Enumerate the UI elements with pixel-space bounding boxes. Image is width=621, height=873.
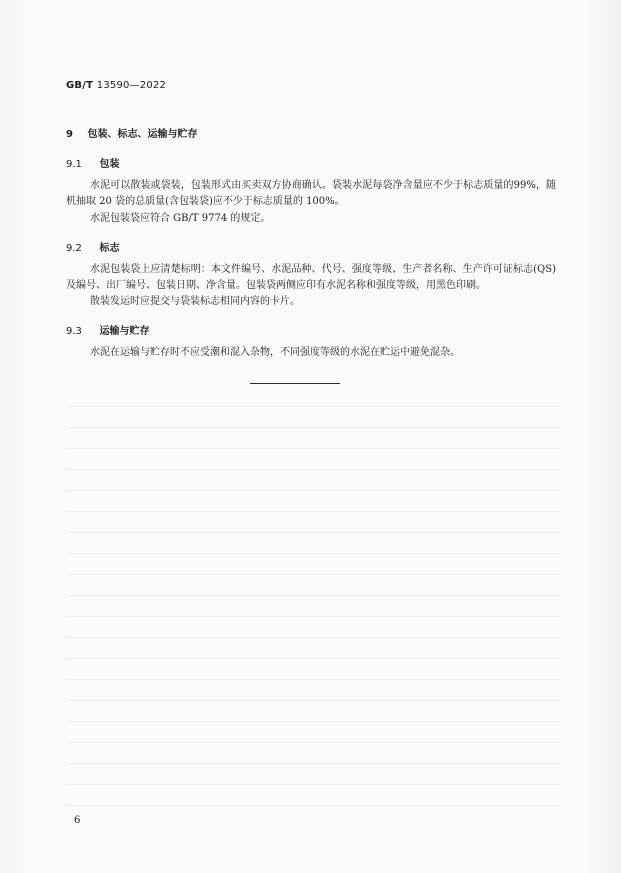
subsection-title: 标志 xyxy=(99,243,120,254)
paragraph-transport-storage: 水泥在运输与贮存时不应受潮和混入杂物，不同强度等级的水泥在贮运中避免混杂。 xyxy=(90,347,460,358)
standard-prefix: GB/T xyxy=(66,80,94,91)
subsection-heading-9-1 xyxy=(66,155,119,170)
paragraph-marking-content: 水泥包装袋上应清楚标明：本文件编号、水泥品种、代号、强度等级、生产者名称、生产许可证标志(QS)及编号、出厂编号、包装日期、净含量。包装袋两侧应印有水泥名称和强度等级，用黑色印刷。 xyxy=(66,264,556,291)
section-number: 9 xyxy=(66,129,73,140)
page-number: 6 xyxy=(74,815,81,826)
subsection-title: 包装 xyxy=(99,159,120,170)
standard-code xyxy=(66,80,166,91)
section-heading xyxy=(66,125,197,140)
standard-number: 13590—2022 xyxy=(96,80,167,91)
show-through-background xyxy=(66,395,561,815)
paragraph-bulk-card: 散装发运时应提交与袋装标志相同内容的卡片。 xyxy=(90,296,300,307)
end-of-document-rule xyxy=(250,383,340,384)
paragraph-packaging-form: 水泥可以散装或袋装，包装形式由买卖双方协商确认。袋装水泥每袋净含量应不少于标志质量的99%，随机抽取 20 袋的总质量(含包装袋)应不少于标志质量的 100%。 xyxy=(66,180,556,207)
section-title: 包装、标志、运输与贮存 xyxy=(87,129,198,140)
subsection-number: 9.1 xyxy=(66,159,82,170)
subsection-number: 9.3 xyxy=(66,326,82,337)
subsection-number: 9.2 xyxy=(66,243,82,254)
paragraph-packaging-bag: 水泥包装袋应符合 GB/T 9774 的规定。 xyxy=(90,213,271,224)
subsection-heading-9-2 xyxy=(66,239,119,254)
subsection-title: 运输与贮存 xyxy=(99,326,150,337)
subsection-heading-9-3 xyxy=(66,322,149,337)
